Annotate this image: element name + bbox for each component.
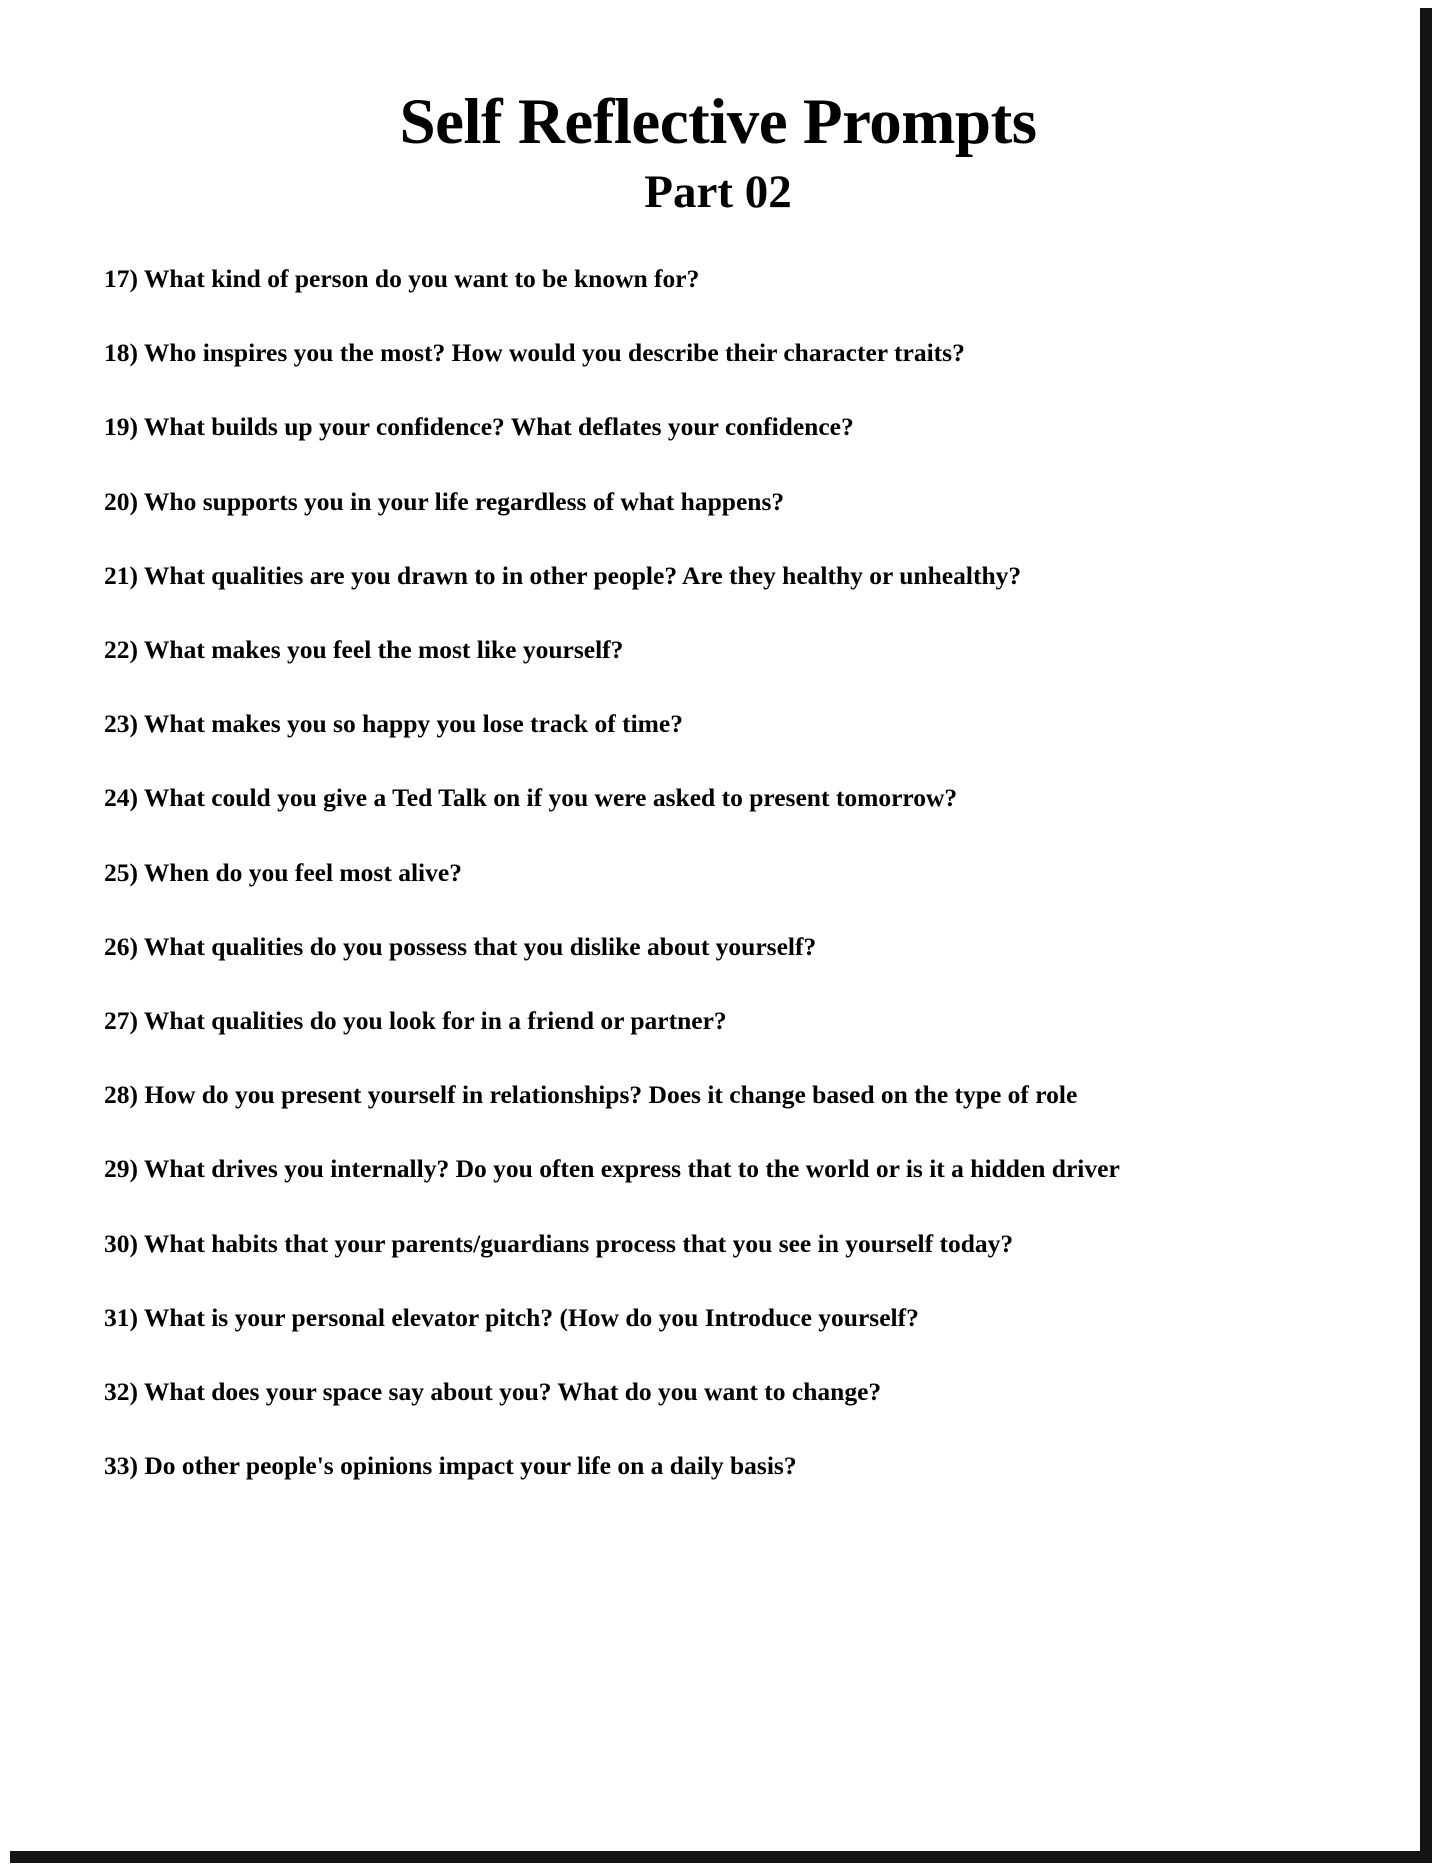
prompt-number: 20) — [104, 486, 138, 516]
prompt-item — [104, 1077, 1269, 1113]
prompt-text: What habits that your parents/guardians process that you see in yourself today? — [138, 1228, 1014, 1258]
prompt-item — [104, 1374, 1269, 1410]
prompt-item — [104, 1151, 1269, 1187]
prompt-item — [104, 632, 1269, 668]
prompt-text: What is your personal elevator pitch? (How do you Introduce yourself? — [138, 1302, 919, 1332]
prompt-number: 24) — [104, 783, 138, 813]
prompt-text: What kind of person do you want to be known for? — [138, 264, 700, 293]
prompt-text: Who inspires you the most? How would you describe their character traits? — [138, 338, 965, 368]
page-content-area — [8, 6, 1420, 1851]
prompt-item — [104, 1003, 1269, 1039]
prompt-item — [104, 1300, 1269, 1336]
prompt-text: Who supports you in your life regardless of what happens? — [138, 486, 785, 516]
prompt-item — [104, 558, 1269, 594]
prompt-number: 23) — [104, 709, 138, 739]
prompt-text: How do you present yourself in relationships? Does it change based on the type of role — [138, 1080, 1078, 1110]
prompt-number: 32) — [104, 1377, 138, 1407]
prompt-number: 29) — [104, 1154, 138, 1184]
prompt-text: What could you give a Ted Talk on if you were asked to present tomorrow? — [138, 783, 958, 813]
prompt-item — [104, 1226, 1269, 1262]
prompt-item — [104, 1448, 1269, 1484]
prompt-text: What drives you internally? Do you often express that to the world or is it a hidden driver — [138, 1154, 1120, 1184]
prompt-number: 25) — [104, 857, 138, 887]
prompt-text: Do other people's opinions impact your life on a daily basis? — [138, 1451, 797, 1481]
prompt-text: What does your space say about you? What do you want to change? — [138, 1377, 882, 1407]
prompt-text: When do you feel most alive? — [138, 857, 462, 887]
prompt-number: 30) — [104, 1228, 138, 1258]
prompt-text: What qualities do you possess that you dislike about yourself? — [138, 931, 817, 961]
prompt-item — [104, 855, 1269, 891]
prompt-text: What qualities do you look for in a friend or partner? — [138, 1006, 727, 1036]
prompt-list — [104, 216, 1332, 1484]
prompt-item — [104, 335, 1269, 371]
prompt-number: 22) — [104, 635, 138, 665]
prompt-text: What makes you so happy you lose track of time? — [138, 709, 683, 739]
paper-sheet — [8, 6, 1420, 1851]
prompt-text: What qualities are you drawn to in other people? Are they healthy or unhealthy? — [138, 560, 1022, 590]
prompt-number: 21) — [104, 560, 138, 590]
prompt-text: What builds up your confidence? What deflates your confidence? — [138, 412, 854, 442]
prompt-number: 18) — [104, 338, 138, 368]
prompt-number: 17) — [104, 264, 138, 293]
prompt-item — [104, 706, 1269, 742]
page-subtitle: Part 02 — [644, 166, 792, 218]
prompt-number: 33) — [104, 1451, 138, 1481]
prompt-item — [104, 780, 1269, 816]
prompt-number: 26) — [104, 931, 138, 961]
prompt-number: 28) — [104, 1080, 138, 1110]
prompt-item — [104, 261, 1269, 297]
prompt-item — [104, 409, 1269, 445]
page-title: Self Reflective Prompts — [399, 86, 1037, 158]
prompt-text: What makes you feel the most like yourself? — [138, 635, 624, 665]
prompt-number: 31) — [104, 1302, 138, 1332]
prompt-number: 27) — [104, 1006, 138, 1036]
prompt-number: 19) — [104, 412, 138, 442]
prompt-item — [104, 929, 1269, 965]
prompt-item — [104, 484, 1269, 520]
